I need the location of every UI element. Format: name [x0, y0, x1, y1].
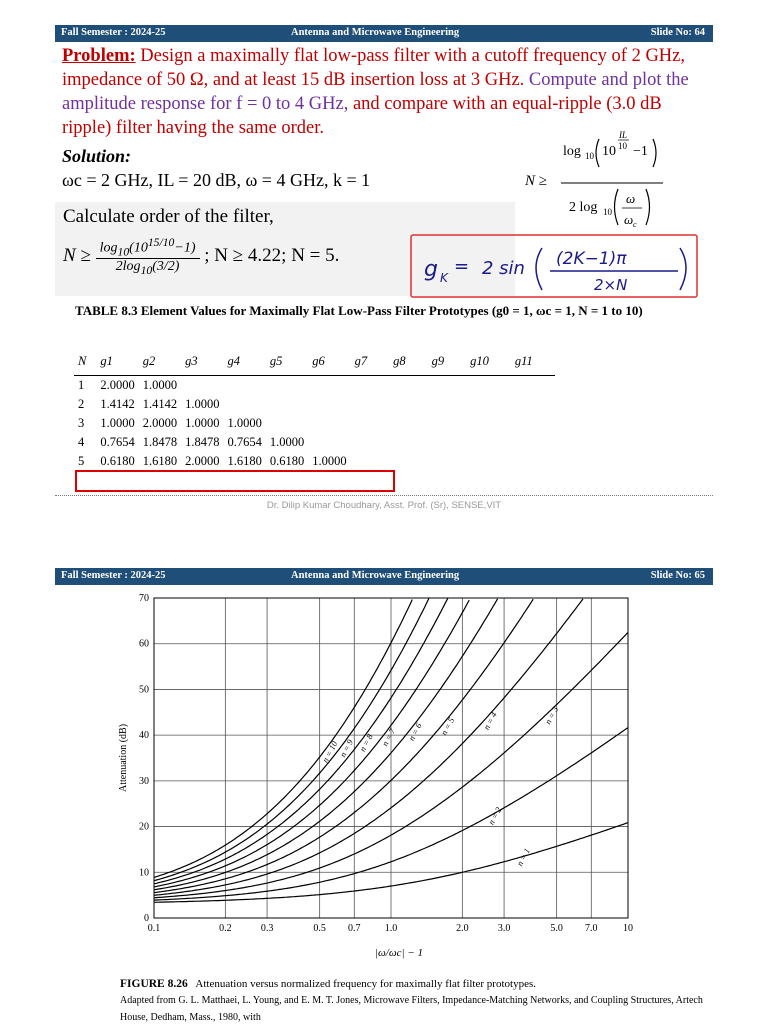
svg-text:ω: ω [624, 212, 634, 227]
table-cell: 0.7654 [100, 435, 135, 449]
svg-text:2×N: 2×N [594, 276, 628, 294]
table-cell [181, 376, 223, 396]
x-tick-label: 7.0 [585, 923, 598, 934]
table-header-g11: g11 [511, 352, 555, 376]
svg-text:IL: IL [619, 130, 628, 140]
table-row [74, 376, 555, 396]
y-tick-label: 30 [139, 775, 149, 787]
order-formula [525, 125, 675, 233]
table-cell: 2.0000 [142, 416, 178, 430]
x-tick-label: 0.5 [313, 923, 326, 934]
table-header-g8: g8 [389, 352, 428, 376]
table-cell: 0.6180 [100, 454, 135, 468]
order-calculation: N ≥ $\frac{\log_{10}(10^{15/10}-1)}{2\log_{10}(3/2)}$ ; N ≥ 4.22; N = 5. [63, 236, 340, 278]
x-tick-label: 5.0 [550, 923, 563, 934]
table-cell: 1.0000 [142, 378, 178, 392]
table-cell [266, 376, 308, 396]
table-row [74, 433, 555, 452]
table-cell: 1.0000 [185, 397, 220, 411]
order-result: ; N ≥ 4.22; N = 5. [204, 244, 340, 266]
problem-text-compare: and compare with an equal-ripple (3.0 dB ripple) filter having the same order. [62, 94, 662, 138]
table-cell [308, 395, 350, 414]
y-tick-label: 40 [139, 730, 149, 742]
table-header-g4: g4 [223, 352, 265, 376]
table-cell: 1.0000 [269, 435, 305, 449]
table-cell: 1.0000 [100, 416, 135, 430]
svg-text:g: g [424, 257, 438, 282]
y-tick-label: 20 [139, 821, 149, 833]
table-cell [308, 433, 350, 452]
y-tick-label: 70 [139, 593, 149, 604]
figure-title: Attenuation versus normalized frequency for maximally flat filter prototypes. [195, 978, 536, 990]
table-header-g2: g2 [139, 352, 181, 376]
table-header-g1: g1 [96, 352, 138, 376]
series-label-n9: n = 9 [337, 737, 356, 759]
table-cell [266, 395, 308, 414]
svg-text:log: log [563, 144, 581, 159]
slide-number: Slide No: 64 [650, 27, 705, 38]
y-tick-label: 0 [144, 913, 149, 924]
table-cell: 1.6180 [227, 454, 262, 468]
table-cell: 1.4142 [142, 397, 178, 411]
problem-text: Design a maximally flat low-pass filter with a cutoff frequency of 2 GHz, impedance of 50 Ω, and at least 15 dB insertion loss at 3 GHz. [62, 46, 685, 90]
highlight-row-n5 [75, 470, 395, 492]
figure-label: FIGURE 8.26 [120, 978, 188, 990]
table-cell: 1 [78, 378, 85, 392]
table-header-g7: g7 [351, 352, 390, 376]
semester-label: Fall Semester : 2024-25 [61, 27, 166, 38]
course-title-2: Antenna and Microwave Engineering [291, 570, 460, 581]
svg-text:ω: ω [626, 191, 636, 206]
table-cell: 1.0000 [312, 454, 347, 468]
y-tick-label: 10 [139, 867, 149, 879]
y-tick-label: 60 [139, 638, 149, 650]
svg-text:10: 10 [602, 144, 616, 159]
slide-number-2: Slide No: 65 [650, 570, 705, 581]
svg-text:K: K [440, 271, 448, 285]
series-label-n1: n = 1 [514, 846, 532, 868]
x-tick-label: 10 [623, 923, 633, 934]
series-label-n4: n = 4 [481, 710, 499, 732]
x-tick-label: 0.2 [219, 923, 232, 934]
series-label-n7: n = 7 [379, 726, 398, 748]
series-label-n3: n = 3 [542, 704, 561, 726]
table-cell: 3 [78, 416, 85, 430]
x-axis-label: |ω/ωc| − 1 [375, 947, 423, 959]
slide-divider [55, 495, 713, 496]
table-cell: 2.0000 [185, 454, 220, 468]
problem-text-compute: Compute and plot the amplitude response for f = 0 to 4 GHz, [62, 70, 689, 114]
x-tick-label: 0.7 [348, 923, 361, 934]
table-cell: 1.8478 [185, 435, 220, 449]
x-tick-label: 0.1 [147, 923, 161, 934]
table-cell: 2 [78, 397, 85, 411]
table-cell [266, 414, 308, 433]
table-header-row [74, 352, 555, 376]
table-cell: 1.6180 [142, 454, 178, 468]
series-label-n2: n = 2 [485, 805, 504, 827]
table-cell [308, 414, 350, 433]
problem-label: Problem: [62, 46, 136, 66]
x-tick-label: 1.0 [384, 923, 398, 934]
table-cell [223, 376, 265, 396]
series-line-n6 [154, 599, 498, 890]
table-cell: 1.4142 [100, 397, 135, 411]
x-tick-label: 3.0 [497, 923, 511, 934]
series-label-n8: n = 8 [357, 732, 375, 754]
x-tick-label: 0.3 [260, 923, 274, 934]
table-header-g5: g5 [266, 352, 308, 376]
table-caption: TABLE 8.3 Element Values for Maximally Flat Low-Pass Filter Prototypes (g0 = 1, ωc = 1, N = 1 to 10) [75, 303, 643, 318]
table-cell: 5 [78, 454, 85, 468]
element-values-table [74, 352, 555, 471]
table-cell: 1.0000 [185, 416, 220, 430]
attenuation-chart [100, 588, 660, 968]
table-header-g3: g3 [181, 352, 223, 376]
handwritten-formula [410, 234, 700, 300]
calc-heading: Calculate order of the filter, [63, 206, 274, 227]
table-cell: 4 [78, 435, 85, 449]
y-tick-label: 50 [139, 684, 149, 696]
series-label-n6: n = 6 [406, 721, 424, 743]
table-header-g10: g10 [466, 352, 511, 376]
slide-header [55, 25, 713, 42]
table-cell: 2.0000 [100, 378, 135, 392]
x-tick-label: 2.0 [456, 923, 469, 934]
table-cell [223, 395, 265, 414]
svg-text:2 sin: 2 sin [482, 258, 525, 279]
given-values: ωc = 2 GHz, IL = 20 dB, ω = 4 GHz, k = 1 [62, 170, 371, 190]
svg-text:10: 10 [585, 151, 594, 161]
table-row [74, 395, 555, 414]
slide-header-2 [55, 568, 713, 585]
course-title: Antenna and Microwave Engineering [291, 27, 460, 38]
svg-text:−1: −1 [633, 144, 648, 159]
table-cell: 0.6180 [269, 454, 305, 468]
semester-label-2: Fall Semester : 2024-25 [61, 570, 166, 581]
table-cell: 0.7654 [227, 435, 262, 449]
figure-source: Adapted from G. L. Matthaei, L. Young, and E. M. T. Jones, Microwave Filters, Impedance-Matching Networks, and Coupling Structures, Artech House, Dedham, Mass., 1980, with [120, 995, 703, 1023]
svg-text:(2K−1)π: (2K−1)π [556, 249, 627, 269]
table-row [74, 414, 555, 433]
y-axis-label: Attenuation (dB) [118, 723, 129, 793]
solution-label: Solution: [62, 146, 132, 166]
table-cell: 1.8478 [142, 435, 178, 449]
series-line-n7 [154, 600, 469, 887]
figure-caption [120, 976, 720, 1026]
series-label-n5: n = 5 [438, 715, 457, 737]
svg-text:N ≥: N ≥ [525, 173, 547, 189]
order-fraction: $\frac{\log_{10}(10^{15/10}-1)}{2\log_{10}(3/2)}$ [96, 236, 200, 277]
table-cell [308, 376, 350, 396]
svg-text:10: 10 [618, 141, 627, 151]
svg-text:c: c [633, 220, 637, 229]
series-label-n10: n = 10 [319, 739, 340, 765]
svg-text:2 log: 2 log [569, 200, 598, 215]
table-header-g9: g9 [428, 352, 467, 376]
table-row [74, 452, 555, 471]
author-credit: Dr. Dilip Kumar Choudhary, Asst. Prof. (Sr), SENSE,VIT [266, 500, 502, 511]
table-header-n: N [74, 352, 96, 376]
series-line-n8 [154, 598, 448, 884]
table-cell: 1.0000 [227, 416, 262, 430]
table-header-g6: g6 [308, 352, 350, 376]
svg-text:10: 10 [603, 207, 612, 217]
svg-text:=: = [454, 256, 470, 277]
